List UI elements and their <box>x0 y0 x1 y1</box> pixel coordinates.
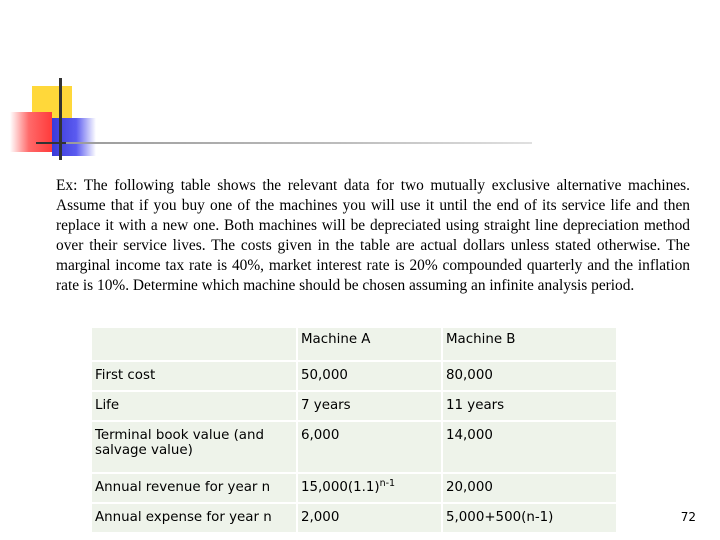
machine-a-value: 50,000 <box>298 362 443 392</box>
row-label: Life <box>92 392 298 422</box>
table-row <box>92 504 618 534</box>
problem-paragraph: Ex: The following table shows the relevant data for two mutually exclusive alternative machines. Assume that if you buy one of the machines you will use it until the end of its service life and then replace it with a new one. Both machines will be depreciated using straight line depreciation method over their service lives. The costs given in the table are actual dollars unless stated otherwise. The marginal income tax rate is 40%, market interest rate is 20% compounded quarterly and the inflation rate is 10%. Determine which machine should be chosen assuming an infinite analysis period. <box>56 177 690 294</box>
page-number: 72 <box>680 510 696 524</box>
machine-b-value: 11 years <box>443 392 618 422</box>
table-row <box>92 422 618 474</box>
machine-b-value: 20,000 <box>443 474 618 504</box>
header-machine-a: Machine A <box>298 328 443 362</box>
machine-a-value <box>298 474 443 504</box>
decor-vertical-line <box>59 78 62 160</box>
table-row <box>92 474 618 504</box>
machine-a-value: 7 years <box>298 392 443 422</box>
row-label: Annual expense for year n <box>92 504 298 534</box>
machine-b-value: 5,000+500(n-1) <box>443 504 618 534</box>
table-row <box>92 362 618 392</box>
header-blank-cell <box>92 328 298 362</box>
table-row <box>92 392 618 422</box>
machine-comparison-table <box>92 328 618 534</box>
table-header-row <box>92 328 618 362</box>
row-label: Annual revenue for year n <box>92 474 298 504</box>
machine-a-value: 6,000 <box>298 422 443 474</box>
revenue-formula-exponent: n-1 <box>379 478 396 489</box>
row-label: Terminal book value (and salvage value) <box>92 422 298 474</box>
row-label: First cost <box>92 362 298 392</box>
machine-a-value: 2,000 <box>298 504 443 534</box>
header-machine-b: Machine B <box>443 328 618 362</box>
machine-b-value: 80,000 <box>443 362 618 392</box>
decor-horizontal-rule <box>62 142 532 144</box>
decor-red-square <box>10 112 52 152</box>
revenue-formula-base: 15,000(1.1) <box>301 480 380 495</box>
machine-b-value: 14,000 <box>443 422 618 474</box>
